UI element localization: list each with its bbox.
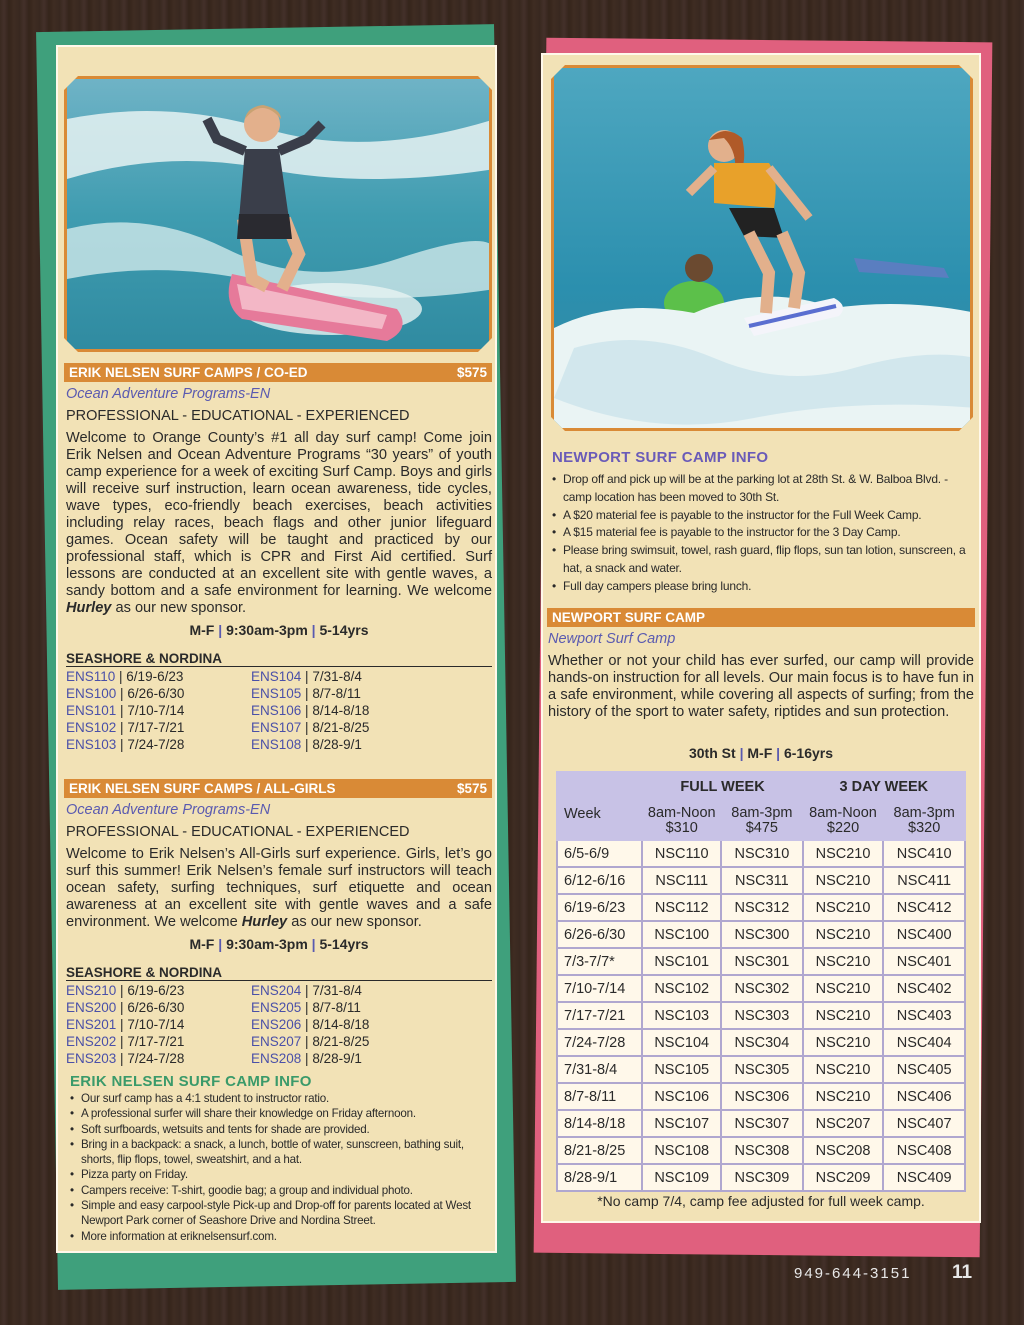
girls-location-heading: SEASHORE & NORDINA: [66, 965, 492, 981]
schedule-code: NSC407: [883, 1110, 965, 1137]
column-header: [642, 802, 721, 840]
schedule-code: NSC302: [721, 975, 803, 1002]
schedule-row: [557, 1164, 965, 1191]
column-header: [883, 802, 965, 840]
girls-sessions-col1: [66, 982, 184, 1067]
schedule-row: [557, 975, 965, 1002]
session-code: ENS100: [66, 686, 117, 701]
schedule-code: NSC208: [803, 1137, 884, 1164]
session-code: ENS201: [66, 1017, 117, 1032]
schedule-row: [557, 921, 965, 948]
session-dates: 6/19-6/23: [127, 983, 185, 998]
column-header: [803, 802, 884, 840]
session-code: ENS108: [251, 737, 302, 752]
session-code: ENS205: [251, 1000, 302, 1015]
column-time: 8am-3pm: [731, 805, 793, 821]
session-code: ENS203: [66, 1051, 117, 1066]
coed-camp-title: ERIK NELSEN SURF CAMPS / CO-ED: [69, 365, 308, 380]
session-code: ENS208: [251, 1051, 302, 1066]
schedule-code: NSC409: [883, 1164, 965, 1191]
schedule-code: NSC105: [642, 1056, 721, 1083]
schedule-week: 8/7-8/11: [557, 1083, 642, 1110]
schedule-code: NSC404: [883, 1029, 965, 1056]
session-row: ENS210 | 6/19-6/23: [66, 983, 185, 998]
schedule-footnote: *No camp 7/4, camp fee adjusted for full week camp.: [597, 1193, 925, 1209]
girls-camp-provider: Ocean Adventure Programs-EN: [66, 802, 271, 818]
surf-photo-newport: [551, 65, 973, 431]
girls-camp-description: [66, 846, 492, 931]
girls-sponsor: Hurley: [241, 914, 288, 930]
girls-camp-description-text: Welcome to Erik Nelsen’s All-Girls surf experience. Girls, let’s go surf this summer! Erik Nelsen’s female surf instructors will teach ocean safety, surfing techniques, surf etiquette and ocean awareness at an excellent site with gentle waves and a safe environment. We welcome: [66, 846, 492, 930]
schedule-code: NSC405: [883, 1056, 965, 1083]
schedule-code: NSC210: [803, 1029, 884, 1056]
schedule-week: 8/21-8/25: [557, 1137, 642, 1164]
session-row: ENS104 | 7/31-8/4: [251, 669, 362, 684]
schedule-week: 7/24-7/28: [557, 1029, 642, 1056]
coed-days: M-F: [189, 622, 215, 638]
session-row: ENS205 | 8/7-8/11: [251, 1000, 361, 1015]
session-code: ENS101: [66, 703, 117, 718]
newport-ages: 6-16yrs: [783, 745, 834, 761]
coed-camp-hours: M-F | 9:30am-3pm | 5-14yrs: [189, 622, 369, 638]
schedule-code: NSC310: [721, 840, 803, 867]
session-code: ENS207: [251, 1034, 302, 1049]
session-row: ENS110 | 6/19-6/23: [66, 669, 184, 684]
column-price: $220: [826, 820, 860, 836]
schedule-week: 7/3-7/7*: [557, 948, 642, 975]
session-row: ENS101 | 7/10-7/14: [66, 703, 185, 718]
page-number: 11: [952, 1262, 973, 1283]
schedule-row: [557, 1002, 965, 1029]
schedule-code: NSC210: [803, 948, 884, 975]
coed-camp-title-bar: [64, 363, 492, 382]
schedule-code: NSC210: [803, 921, 884, 948]
schedule-week: 8/28-9/1: [557, 1164, 642, 1191]
session-code: ENS200: [66, 1000, 117, 1015]
schedule-code: NSC400: [883, 921, 965, 948]
schedule-code: NSC301: [721, 948, 803, 975]
schedule-code: NSC411: [883, 867, 965, 894]
surf-photo-girl-coed: [64, 76, 492, 352]
schedule-code: NSC309: [721, 1164, 803, 1191]
newport-camp-title: NEWPORT SURF CAMP: [552, 610, 705, 625]
girls-camp-price: $575: [456, 781, 487, 796]
schedule-code: NSC305: [721, 1056, 803, 1083]
column-price: $320: [908, 820, 941, 836]
column-time: 8am-3pm: [893, 805, 955, 821]
coed-sessions-col2: [251, 668, 369, 753]
info-item: • More information at eriknelsensurf.com.: [66, 1229, 486, 1244]
session-dates: 6/26-6/30: [127, 1000, 185, 1015]
info-item: • Bring in a backpack: a snack, a lunch, bottle of water, sunscreen, bathing suit, shorts, flip flops, towel, sweatshirt, and a hat.: [66, 1137, 486, 1168]
schedule-code: NSC311: [721, 867, 803, 894]
schedule-row: [557, 1056, 965, 1083]
newport-camp-description: Whether or not your child has ever surfed, our camp will provide hands-on instruction for all levels. Our main focus is to have fun in a safe environment, while covering all aspects of surfing; from the history of the sport to water safety, riptides and sun protection.: [548, 653, 974, 720]
session-dates: 8/21-8/25: [312, 720, 370, 735]
info-item: • Campers receive: T-shirt, goodie bag; a group and individual photo.: [66, 1183, 486, 1198]
schedule-code: NSC209: [803, 1164, 884, 1191]
coed-location-heading: SEASHORE & NORDINA: [66, 651, 492, 667]
schedule-code: NSC210: [803, 867, 884, 894]
erik-nelsen-info-list: [66, 1091, 486, 1244]
schedule-code: NSC207: [803, 1110, 884, 1137]
newport-camp-hours: 30th St | M-F | 6-16yrs: [688, 745, 834, 761]
schedule-row: [557, 840, 965, 867]
session-dates: 7/17-7/21: [127, 1034, 185, 1049]
schedule-code: NSC107: [642, 1110, 721, 1137]
newport-info-heading: NEWPORT SURF CAMP INFO: [552, 449, 769, 466]
schedule-week: 7/10-7/14: [557, 975, 642, 1002]
newport-location: 30th St: [688, 745, 736, 761]
girls-camp-description-end: as our new sponsor.: [287, 914, 422, 930]
coed-ages: 5-14yrs: [319, 622, 369, 638]
info-item: • Soft surfboards, wetsuits and tents for shade are provided.: [66, 1122, 486, 1137]
session-row: ENS202 | 7/17-7/21: [66, 1034, 185, 1049]
schedule-code: NSC304: [721, 1029, 803, 1056]
schedule-week: 6/26-6/30: [557, 921, 642, 948]
session-code: ENS102: [66, 720, 117, 735]
erik-nelsen-info-heading: ERIK NELSEN SURF CAMP INFO: [70, 1073, 312, 1090]
session-code: ENS110: [66, 669, 116, 684]
session-row: ENS207 | 8/21-8/25: [251, 1034, 370, 1049]
session-code: ENS105: [251, 686, 302, 701]
schedule-code: NSC108: [642, 1137, 721, 1164]
schedule-code: NSC109: [642, 1164, 721, 1191]
session-code: ENS107: [251, 720, 302, 735]
girls-camp-title-bar: [64, 779, 492, 798]
session-dates: 7/24-7/28: [127, 1051, 185, 1066]
schedule-row: [557, 1083, 965, 1110]
newport-camp-provider: Newport Surf Camp: [548, 631, 676, 647]
schedule-code: NSC100: [642, 921, 721, 948]
schedule-code: NSC412: [883, 894, 965, 921]
girls-time: 9:30am-3pm: [226, 936, 308, 952]
girls-days: M-F: [189, 936, 215, 952]
session-dates: 8/14-8/18: [312, 1017, 370, 1032]
newport-days: M-F: [747, 745, 773, 761]
schedule-week: 6/5-6/9: [557, 840, 642, 867]
schedule-code: NSC210: [803, 1083, 884, 1110]
coed-camp-description: [66, 430, 492, 617]
schedule-code: NSC210: [803, 1002, 884, 1029]
schedule-code: NSC306: [721, 1083, 803, 1110]
session-dates: 8/7-8/11: [312, 1000, 361, 1015]
session-row: ENS107 | 8/21-8/25: [251, 720, 370, 735]
column-time: 8am-Noon: [809, 805, 877, 821]
three-day-header: 3 DAY WEEK: [803, 772, 965, 802]
session-row: ENS100 | 6/26-6/30: [66, 686, 185, 701]
week-column-header: Week: [557, 802, 642, 840]
coed-time: 9:30am-3pm: [226, 622, 308, 638]
schedule-row: [557, 894, 965, 921]
session-dates: 6/26-6/30: [127, 686, 185, 701]
session-row: ENS103 | 7/24-7/28: [66, 737, 185, 752]
newport-camp-title-bar: [547, 608, 975, 627]
schedule-group-header: [557, 772, 965, 802]
session-dates: 6/19-6/23: [126, 669, 184, 684]
schedule-corner: [557, 772, 642, 802]
column-price: $310: [665, 820, 698, 836]
girls-ages: 5-14yrs: [319, 936, 369, 952]
session-dates: 7/24-7/28: [127, 737, 185, 752]
schedule-code: NSC110: [642, 840, 721, 867]
coed-sessions-col1: [66, 668, 184, 753]
session-row: ENS108 | 8/28-9/1: [251, 737, 362, 752]
schedule-code: NSC101: [642, 948, 721, 975]
session-code: ENS103: [66, 737, 117, 752]
schedule-code: NSC112: [642, 894, 721, 921]
schedule-week: 6/19-6/23: [557, 894, 642, 921]
schedule-code: NSC312: [721, 894, 803, 921]
schedule-code: NSC111: [642, 867, 721, 894]
schedule-row: [557, 1137, 965, 1164]
schedule-code: NSC308: [721, 1137, 803, 1164]
session-row: ENS208 | 8/28-9/1: [251, 1051, 362, 1066]
right-card: [541, 53, 981, 1223]
coed-camp-description-text: Welcome to Orange County’s #1 all day surf camp! Come join Erik Nelsen and Ocean Adventure Programs “30 years” of youth camp experience for a week of exciting Surf Camp. Boys and girls will receive surf instruction, learn ocean awareness, tide cycles, wave types, eco-friendly beach exercises, beach activities including relay races, beach flags and other junior lifeguard games. Ocean safety will be taught and practiced by our professional staff, which is CPR and First Aid certified. Surf lessons are conducted at an excellent site with gentle waves, a sandy bottom and a safe environment for learning. We welcome: [66, 430, 492, 599]
session-dates: 7/10-7/14: [127, 703, 185, 718]
schedule-week: 7/31-8/4: [557, 1056, 642, 1083]
schedule-code: NSC403: [883, 1002, 965, 1029]
schedule-code: NSC102: [642, 975, 721, 1002]
session-dates: 7/31-8/4: [312, 669, 362, 684]
session-dates: 8/14-8/18: [312, 703, 370, 718]
schedule-code: NSC401: [883, 948, 965, 975]
schedule-code: NSC210: [803, 1056, 884, 1083]
coed-sponsor: Hurley: [66, 600, 112, 616]
schedule-code: NSC300: [721, 921, 803, 948]
newport-info-list: [548, 471, 974, 596]
schedule-code: NSC103: [642, 1002, 721, 1029]
coed-camp-description-end: as our new sponsor.: [111, 600, 247, 616]
left-card: [56, 45, 497, 1253]
full-week-header: FULL WEEK: [642, 772, 802, 802]
session-row: ENS203 | 7/24-7/28: [66, 1051, 185, 1066]
schedule-code: NSC408: [883, 1137, 965, 1164]
info-item: • Our surf camp has a 4:1 student to instructor ratio.: [66, 1091, 486, 1106]
phone-number: 949-644-3151: [794, 1265, 912, 1282]
coed-camp-tagline: PROFESSIONAL - EDUCATIONAL - EXPERIENCED: [66, 408, 410, 424]
girls-sessions-col2: [251, 982, 369, 1067]
info-item: • Simple and easy carpool-style Pick-up and Drop-off for parents located at West Newport Park corner of Seashore Drive and Nordina Street.: [66, 1198, 486, 1229]
session-row: ENS206 | 8/14-8/18: [251, 1017, 370, 1032]
info-item: • A $15 material fee is payable to the instructor for the 3 Day Camp.: [548, 524, 974, 542]
column-time: 8am-Noon: [647, 805, 716, 821]
schedule-row: [557, 948, 965, 975]
coed-camp-provider: Ocean Adventure Programs-EN: [66, 386, 271, 402]
schedule-code: NSC410: [883, 840, 965, 867]
session-dates: 7/31-8/4: [312, 983, 362, 998]
session-dates: 8/21-8/25: [312, 1034, 370, 1049]
schedule-code: NSC402: [883, 975, 965, 1002]
session-row: ENS102 | 7/17-7/21: [66, 720, 185, 735]
info-item: • A professional surfer will share their knowledge on Friday afternoon.: [66, 1106, 486, 1121]
schedule-row: [557, 1110, 965, 1137]
session-row: ENS106 | 8/14-8/18: [251, 703, 370, 718]
schedule-code: NSC210: [803, 894, 884, 921]
session-code: ENS204: [251, 983, 302, 998]
info-item: • Please bring swimsuit, towel, rash guard, flip flops, sun tan lotion, sunscreen, a hat, a snack and water.: [548, 542, 974, 578]
girls-camp-tagline: PROFESSIONAL - EDUCATIONAL - EXPERIENCED: [66, 824, 410, 840]
info-item: • Full day campers please bring lunch.: [548, 578, 974, 596]
schedule-week: 6/12-6/16: [557, 867, 642, 894]
column-price: $475: [745, 820, 778, 836]
session-dates: 7/10-7/14: [127, 1017, 185, 1032]
schedule-code: NSC406: [883, 1083, 965, 1110]
schedule-code: NSC303: [721, 1002, 803, 1029]
girls-camp-hours: M-F | 9:30am-3pm | 5-14yrs: [189, 936, 369, 952]
schedule-code: NSC307: [721, 1110, 803, 1137]
schedule-code: NSC210: [803, 840, 884, 867]
session-dates: 8/28-9/1: [312, 737, 362, 752]
session-code: ENS106: [251, 703, 302, 718]
newport-schedule-table: [556, 771, 966, 1192]
schedule-week: 7/17-7/21: [557, 1002, 642, 1029]
schedule-week: 8/14-8/18: [557, 1110, 642, 1137]
column-header: [721, 802, 803, 840]
schedule-code: NSC210: [803, 975, 884, 1002]
info-item: • Pizza party on Friday.: [66, 1167, 486, 1182]
schedule-row: [557, 1029, 965, 1056]
session-dates: 7/17-7/21: [127, 720, 185, 735]
info-item: • A $20 material fee is payable to the instructor for the Full Week Camp.: [548, 507, 974, 525]
session-row: ENS201 | 7/10-7/14: [66, 1017, 185, 1032]
session-row: ENS200 | 6/26-6/30: [66, 1000, 185, 1015]
schedule-column-header: [557, 802, 965, 840]
session-code: ENS206: [251, 1017, 302, 1032]
session-code: ENS210: [66, 983, 117, 998]
session-row: ENS105 | 8/7-8/11: [251, 686, 361, 701]
session-row: ENS204 | 7/31-8/4: [251, 983, 362, 998]
info-item: • Drop off and pick up will be at the parking lot at 28th St. & W. Balboa Blvd. - camp location has been moved to 30th St.: [548, 471, 974, 507]
session-code: ENS104: [251, 669, 302, 684]
coed-camp-price: $575: [456, 365, 487, 380]
session-dates: 8/28-9/1: [312, 1051, 362, 1066]
schedule-code: NSC104: [642, 1029, 721, 1056]
session-dates: 8/7-8/11: [312, 686, 361, 701]
session-code: ENS202: [66, 1034, 117, 1049]
schedule-row: [557, 867, 965, 894]
schedule-code: NSC106: [642, 1083, 721, 1110]
girls-camp-title: ERIK NELSEN SURF CAMPS / ALL-GIRLS: [69, 781, 336, 796]
